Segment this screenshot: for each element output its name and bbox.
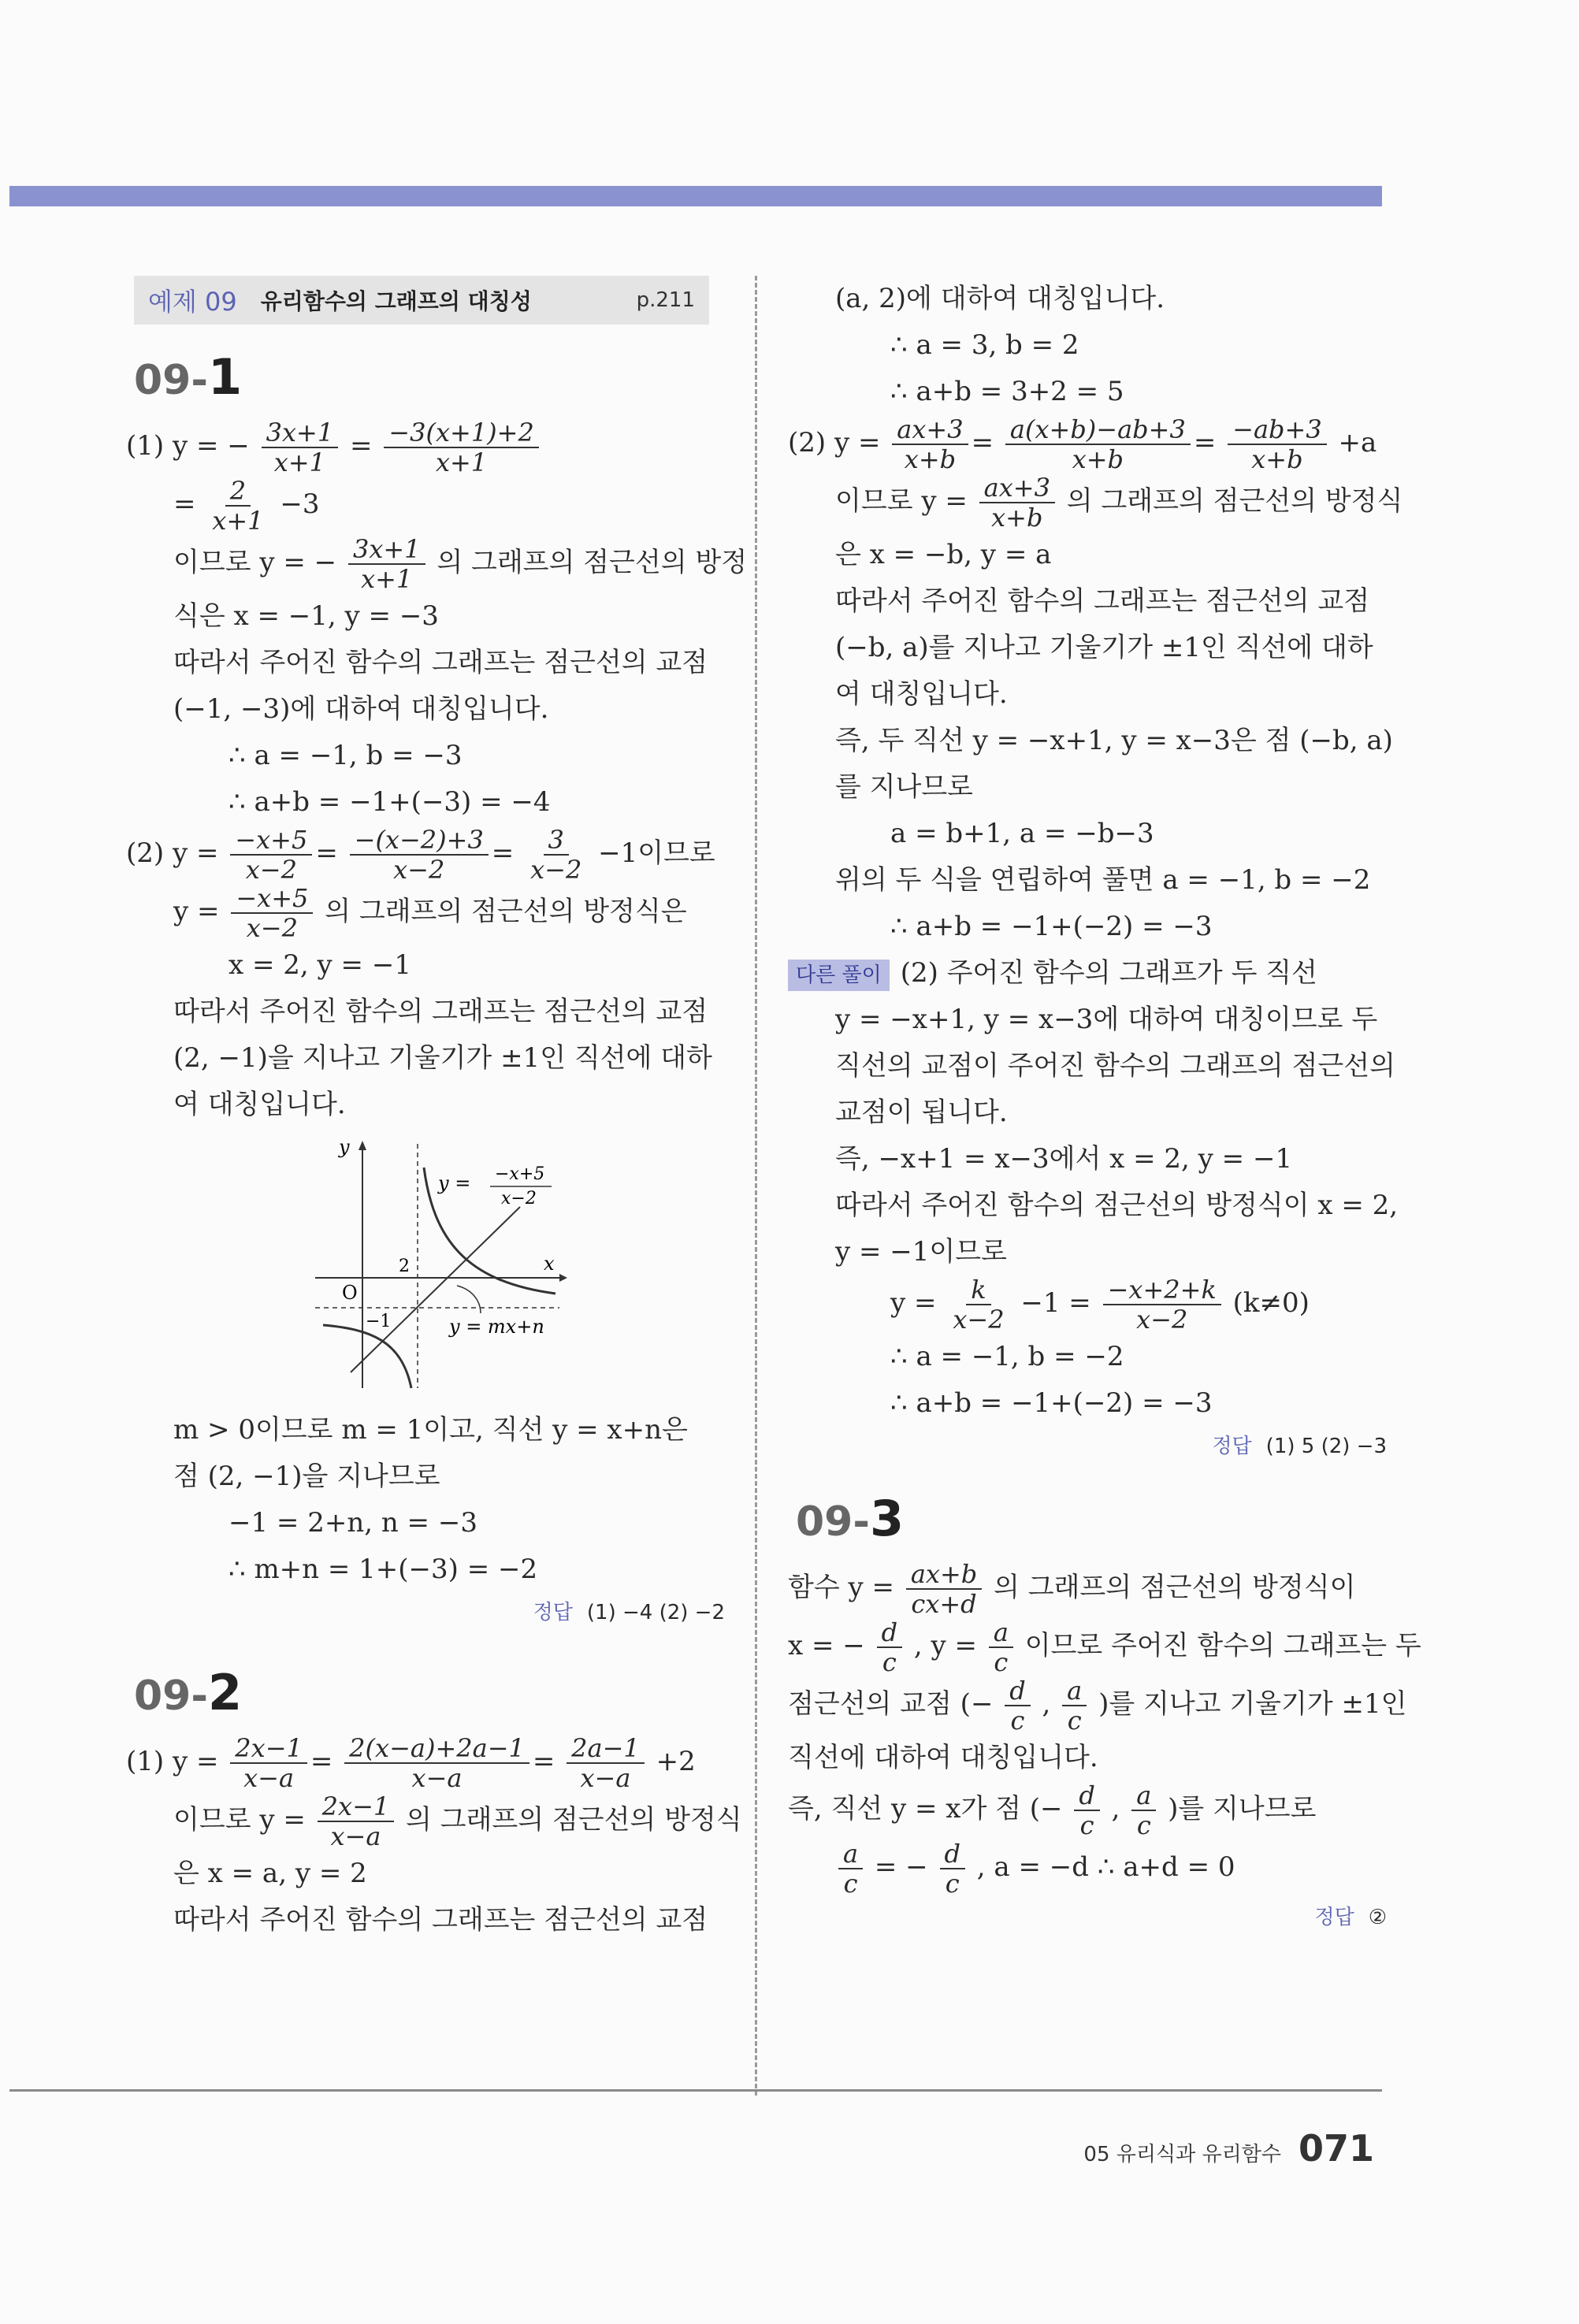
example-page-ref: p.211 [636,288,695,312]
right-column [788,276,1421,1937]
p2-right-3: ∴ a+b = 3+2 = 5 [890,376,1124,407]
alt-solution-line-8: y = $\frac{k}{x-2}$ −1 = $\frac{-x+2+k}{x-2}$ (k≠0) [890,1275,1310,1335]
p1-line-11: x = 2, y = −1 [228,949,411,981]
alt-solution-line-10: ∴ a+b = −1+(−2) = −3 [890,1387,1213,1419]
p2-right-2: ∴ a = 3, b = 2 [890,329,1079,361]
footer-chapter: 05 유리식과 유리함수 [1083,2143,1281,2166]
graph-label-minus1: −1 [366,1312,392,1331]
graph-x-label: x [544,1253,555,1275]
p2-right-1: (a, 2)에 대하여 대칭입니다. [835,283,1165,314]
p2-right-12: a = b+1, a = −b−3 [890,818,1154,849]
footer-page-number: 071 [1298,2127,1374,2170]
page-footer [1083,2127,1374,2170]
p2-right-7: 따라서 주어진 함수의 그래프는 점근선의 교점 [835,585,1370,617]
p2-line-2: 이므로 y = $\frac{2x-1}{x-a}$ 의 그래프의 점근선의 방정식 [173,1791,742,1851]
p1-line-18: ∴ m+n = 1+(−3) = −2 [228,1554,538,1585]
p1-line-3: 이므로 y = − $\frac{3x+1}{x+1}$ 의 그래프의 점근선의 방정 [173,534,748,594]
p2-line-1: (1) y = $\frac{2x-1}{x-a}$ = $\frac{2(x-a)+2a-1}{x-a}$ = $\frac{2a-1}{x-a}$ +2 [126,1733,696,1793]
alt-solution-line-5: 즉, −x+1 = x−3에서 x = 2, y = −1 [835,1143,1293,1175]
graph-label-2: 2 [399,1257,410,1276]
p1-line-15: m > 0이므로 m = 1이고, 직선 y = x+n은 [173,1414,688,1446]
graph-curve-label: y = [438,1172,471,1194]
p3-line-2: x = − $\frac{d}{c}$ , y = $\frac{a}{c}$ 이므로 주어진 함수의 그래프는 두 [788,1617,1421,1677]
hyperbola-graph [307,1136,575,1396]
problem-number-09-3: 09-3 [796,1490,905,1547]
line-label-pointer [457,1286,481,1313]
p1-line-13: (2, −1)을 지나고 기울기가 ±1인 직선에 대하 [173,1042,712,1074]
example-title: 유리함수의 그래프의 대칭성 [260,288,532,314]
p1-line-14: 여 대칭입니다. [173,1089,346,1120]
problem-number-09-1: 09-1 [134,348,243,406]
alt-solution-line-6: 따라서 주어진 함수의 점근선의 방정식이 x = 2, [835,1190,1399,1221]
p1-line-17: −1 = 2+n, n = −3 [228,1507,477,1539]
p2-right-6: 은 x = −b, y = a [835,539,1052,570]
p2-right-8: (−b, a)를 지나고 기울기가 ±1인 직선에 대하 [835,632,1373,663]
graph-y-label: y [339,1136,350,1158]
column-divider [755,276,757,2096]
alt-solution-line-1: 다른 풀이 (2) 주어진 함수의 그래프가 두 직선 [788,950,1387,997]
graph-curve-num: −x+5 [495,1164,545,1184]
p1-line-12: 따라서 주어진 함수의 그래프는 점근선의 교점 [173,996,708,1027]
p1-line-9: (2) y = $\frac{-x+5}{x-2}$ = $\frac{-(x-2)+3}{x-2}$ = $\frac{3}{x-2}$ −1이므로 [126,825,715,885]
p1-line-4: 식은 x = −1, y = −3 [173,600,439,632]
p2-line-4: 따라서 주어진 함수의 그래프는 점근선의 교점 [173,1904,708,1936]
p2-right-13: 위의 두 식을 연립하여 풀면 a = −1, b = −2 [835,864,1371,896]
p1-line-1: (1) y = − $\frac{3x+1}{x+1}$ = $\frac{-3(x+1)+2}{x+1}$ [126,418,725,477]
p3-line-6: $\frac{a}{c}$ = − $\frac{d}{c}$ , a = −d ∴ a+d = 0 [788,1840,1387,1898]
p1-line-2: = $\frac{2}{x+1}$ −3 [173,476,320,536]
alt-solution-line-9: ∴ a = −1, b = −2 [890,1341,1124,1372]
p2-right-10: 즉, 두 직선 y = −x+1, y = x−3은 점 (−b, a) [835,725,1393,756]
p1-line-16: 점 (2, −1)을 지나므로 [173,1461,440,1492]
p1-line-5: 따라서 주어진 함수의 그래프는 점근선의 교점 [173,647,708,678]
p2-right-9: 여 대칭입니다. [835,678,1008,710]
p2-right-14: ∴ a+b = −1+(−2) = −3 [890,911,1213,942]
y-axis-arrow [359,1141,366,1150]
bottom-rule [9,2089,1382,2092]
p1-answer: 정답 (1) −4 (2) −2 [533,1601,725,1624]
p1-line-7: ∴ a = −1, b = −3 [228,740,463,771]
example-label: 예제 09 [148,287,237,317]
p2-right-11: 를 지나므로 [835,771,974,803]
example-header [134,276,709,325]
graph-curve-den: x−2 [501,1189,537,1208]
p3-line-1: 함수 y = $\frac{ax+b}{cx+d}$ 의 그래프의 점근선의 방정식이 [788,1559,1356,1619]
top-accent-bar [9,186,1382,206]
p3-answer: 정답 ② [1314,1906,1387,1929]
problem-number-09-2: 09-2 [134,1664,243,1721]
p3-line-3: 점근선의 교점 (− $\frac{d}{c}$ , $\frac{a}{c}$ )를 지나고 기울기가 ±1인 [788,1676,1407,1736]
graph-line-label: y = mx+n [449,1316,544,1338]
alt-solution-line-2: y = −x+1, y = x−3에 대하여 대칭이므로 두 [835,1004,1378,1035]
p3-line-4: 직선에 대하여 대칭입니다. [788,1742,1098,1773]
alt-solution-label: 다른 풀이 [788,960,890,991]
p2-right-4: (2) y = $\frac{ax+3}{x+b}$ = $\frac{a(x+b)-ab+3}{x+b}$ = $\frac{-ab+3}{x+b}$ +a [788,414,1377,474]
p1-line-6: (−1, −3)에 대하여 대칭입니다. [173,693,549,725]
p3-line-5: 즉, 직선 y = x가 점 (− $\frac{d}{c}$ , $\frac{a}{c}$ )를 지나므로 [788,1780,1317,1840]
left-column [126,276,748,1943]
p2-answer: 정답 (1) 5 (2) −3 [1212,1435,1387,1458]
alt-solution-line-4: 교점이 됩니다. [835,1097,1008,1128]
alt-solution-line-3: 직선의 교점이 주어진 함수의 그래프의 점근선의 [835,1050,1395,1082]
x-axis-arrow [559,1274,567,1282]
alt-solution-line-7: y = −1이므로 [835,1236,1007,1268]
graph-origin-label: O [342,1282,358,1304]
p1-line-10: y = $\frac{-x+5}{x-2}$ 의 그래프의 점근선의 방정식은 [173,883,687,943]
p2-line-3: 은 x = a, y = 2 [173,1858,367,1889]
p1-line-8: ∴ a+b = −1+(−3) = −4 [228,786,551,818]
symmetry-line [351,1207,520,1372]
p2-right-5: 이므로 y = $\frac{ax+3}{x+b}$ 의 그래프의 점근선의 방정식 [835,473,1403,533]
